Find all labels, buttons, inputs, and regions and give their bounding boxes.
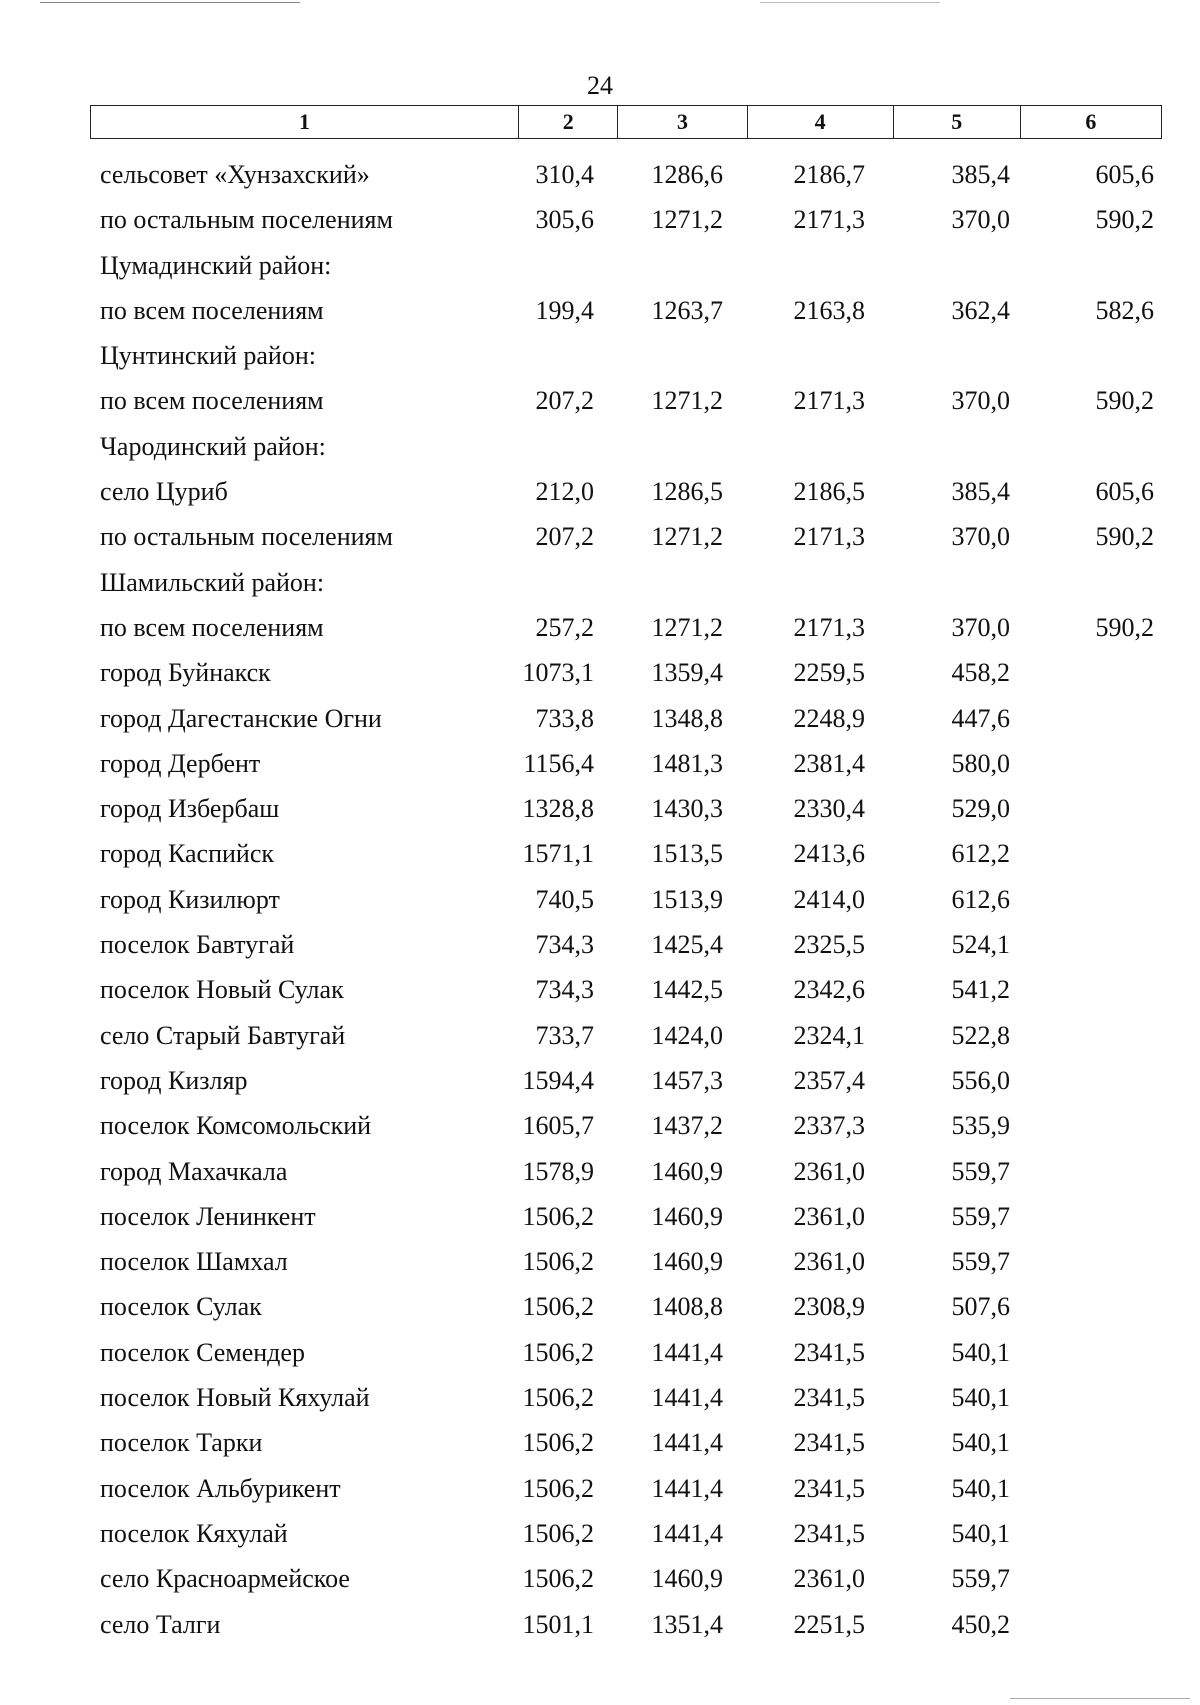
value-col-2: 310,4 (535, 160, 594, 189)
table-row (0, 378, 1200, 423)
value-col-3: 1442,5 (651, 975, 723, 1005)
value-col-3: 1481,3 (651, 748, 723, 778)
value-col-4: 2324,1 (793, 1020, 865, 1050)
table-row (0, 1239, 1200, 1284)
table-row (0, 424, 1200, 469)
value-col-3: 1271,2 (651, 612, 723, 642)
value-col-3: 1441,4 (651, 1337, 723, 1367)
value-col-4: 2171,3 (793, 612, 865, 642)
value-col-2: 733,8 (535, 703, 594, 733)
value-col-4: 2186,5 (793, 477, 865, 507)
table-row (0, 786, 1200, 831)
value-col-4: 2330,4 (793, 794, 865, 824)
value-col-4: 2361,0 (793, 1247, 865, 1277)
table-row (0, 469, 1200, 514)
column-header-row (91, 106, 1162, 139)
settlement-name: по остальным поселениям (100, 205, 393, 235)
value-col-4: 2259,5 (793, 658, 865, 688)
value-col-2: 1501,1 (522, 1609, 594, 1639)
settlement-name: город Дагестанские Огни (100, 703, 382, 733)
value-col-4: 2361,0 (793, 1156, 865, 1186)
settlement-name: по всем поселениям (100, 295, 324, 325)
value-col-5: 559,7 (951, 1156, 1010, 1186)
value-col-6: 605,6 (1095, 160, 1154, 189)
settlement-name: поселок Шамхал (100, 1247, 288, 1277)
column-header-5: 5 (893, 106, 1020, 139)
value-col-2: 257,2 (535, 612, 594, 642)
value-col-2: 199,4 (535, 295, 594, 325)
value-col-4: 2341,5 (793, 1518, 865, 1548)
value-col-5: 559,7 (951, 1564, 1010, 1594)
settlement-name: село Красноармейское (100, 1564, 350, 1594)
page-number: 24 (587, 71, 613, 100)
settlement-name: поселок Новый Кяхулай (100, 1383, 370, 1413)
value-col-5: 370,0 (951, 522, 1010, 552)
table-row (0, 1420, 1200, 1465)
value-col-2: 1506,2 (522, 1518, 594, 1548)
value-col-2: 1578,9 (522, 1156, 594, 1186)
value-col-5: 362,4 (951, 295, 1010, 325)
value-col-2: 1506,2 (522, 1473, 594, 1503)
value-col-2: 1328,8 (522, 794, 594, 824)
table-row (0, 1194, 1200, 1239)
value-col-4: 2357,4 (793, 1065, 865, 1095)
table-row (0, 560, 1200, 605)
settlement-name: Цунтинский район: (100, 341, 316, 371)
value-col-6: 605,6 (1095, 477, 1154, 507)
value-col-5: 540,1 (951, 1518, 1010, 1548)
column-header-2: 2 (519, 106, 618, 139)
value-col-6: 590,2 (1095, 205, 1154, 235)
settlement-name: город Кизилюрт (100, 884, 280, 914)
value-col-2: 1073,1 (522, 658, 594, 688)
table-row (0, 333, 1200, 378)
value-col-4: 2341,5 (793, 1337, 865, 1367)
value-col-2: 1506,2 (522, 1564, 594, 1594)
value-col-5: 540,1 (951, 1337, 1010, 1367)
value-col-3: 1348,8 (651, 703, 723, 733)
value-col-4: 2361,0 (793, 1564, 865, 1594)
value-col-3: 1441,4 (651, 1518, 723, 1548)
value-col-2: 734,3 (535, 975, 594, 1005)
table-row (0, 1375, 1200, 1420)
value-col-3: 1441,4 (651, 1473, 723, 1503)
settlement-name: село Старый Бавтугай (100, 1020, 346, 1050)
value-col-3: 1441,4 (651, 1383, 723, 1413)
value-col-2: 212,0 (535, 477, 594, 507)
value-col-5: 450,2 (951, 1609, 1010, 1639)
value-col-3: 1271,2 (651, 522, 723, 552)
settlement-name: село Цуриб (100, 477, 228, 507)
value-col-5: 612,6 (951, 884, 1010, 914)
settlement-name: Шамильский район: (100, 567, 325, 597)
value-col-5: 458,2 (951, 658, 1010, 688)
value-col-4: 2381,4 (793, 748, 865, 778)
value-col-4: 2341,5 (793, 1473, 865, 1503)
table-row (0, 197, 1200, 242)
value-col-2: 1506,2 (522, 1428, 594, 1458)
settlement-name: поселок Новый Сулак (100, 975, 344, 1005)
value-col-4: 2325,5 (793, 930, 865, 960)
table-body (0, 152, 1200, 1647)
settlement-name: по остальным поселениям (100, 522, 393, 552)
settlement-name: город Буйнакск (100, 658, 271, 688)
value-col-4: 2414,0 (793, 884, 865, 914)
value-col-4: 2171,3 (793, 522, 865, 552)
table-row (0, 1602, 1200, 1647)
value-col-2: 305,6 (535, 205, 594, 235)
value-col-5: 507,6 (951, 1292, 1010, 1322)
value-col-6: 590,2 (1095, 612, 1154, 642)
table-row (0, 831, 1200, 876)
table-row (0, 1013, 1200, 1058)
settlement-name: поселок Комсомольский (100, 1111, 372, 1141)
value-col-3: 1437,2 (651, 1111, 723, 1141)
value-col-3: 1460,9 (651, 1201, 723, 1231)
column-header-3: 3 (618, 106, 747, 139)
table-row (0, 1284, 1200, 1329)
value-col-4: 2163,8 (793, 295, 865, 325)
value-col-2: 733,7 (535, 1020, 594, 1050)
settlement-name: село Талги (100, 1609, 221, 1639)
value-col-5: 540,1 (951, 1383, 1010, 1413)
value-col-3: 1271,2 (651, 205, 723, 235)
table-row (0, 877, 1200, 922)
table-row (0, 514, 1200, 559)
table-row (0, 741, 1200, 786)
settlement-name: по всем поселениям (100, 386, 324, 416)
value-col-2: 1506,2 (522, 1247, 594, 1277)
value-col-4: 2251,5 (793, 1609, 865, 1639)
value-col-3: 1460,9 (651, 1247, 723, 1277)
value-col-4: 2171,3 (793, 205, 865, 235)
column-header-4: 4 (747, 106, 893, 139)
settlement-name: Цумадинский район: (100, 250, 332, 280)
table-row (0, 650, 1200, 695)
table-row (0, 1511, 1200, 1556)
value-col-5: 447,6 (951, 703, 1010, 733)
settlement-name: город Избербаш (100, 794, 280, 824)
settlement-name: по всем поселениям (100, 612, 324, 642)
value-col-2: 1506,2 (522, 1201, 594, 1231)
scan-edge-line-bottom (1010, 1698, 1190, 1699)
value-col-3: 1425,4 (651, 930, 723, 960)
settlement-name: поселок Кяхулай (100, 1518, 288, 1548)
settlement-name: поселок Бавтугай (100, 930, 295, 960)
value-col-2: 734,3 (535, 930, 594, 960)
value-col-5: 522,8 (951, 1020, 1010, 1050)
value-col-3: 1513,5 (651, 839, 723, 869)
value-col-4: 2337,3 (793, 1111, 865, 1141)
table-row (0, 152, 1200, 197)
value-col-3: 1441,4 (651, 1428, 723, 1458)
settlement-name: город Дербент (100, 748, 261, 778)
value-col-5: 370,0 (951, 205, 1010, 235)
table-row (0, 696, 1200, 741)
value-col-4: 2342,6 (793, 975, 865, 1005)
value-col-6: 590,2 (1095, 386, 1154, 416)
value-col-4: 2361,0 (793, 1201, 865, 1231)
value-col-4: 2341,5 (793, 1428, 865, 1458)
value-col-5: 385,4 (951, 477, 1010, 507)
scan-edge-line-top-right (760, 2, 940, 3)
value-col-5: 370,0 (951, 386, 1010, 416)
value-col-2: 1156,4 (523, 748, 594, 778)
value-col-5: 370,0 (951, 612, 1010, 642)
value-col-2: 1605,7 (522, 1111, 594, 1141)
table-row (0, 288, 1200, 333)
value-col-5: 535,9 (951, 1111, 1010, 1141)
column-header-1: 1 (91, 106, 519, 139)
value-col-3: 1457,3 (651, 1065, 723, 1095)
value-col-4: 2308,9 (793, 1292, 865, 1322)
value-col-3: 1424,0 (651, 1020, 723, 1050)
value-col-5: 524,1 (951, 930, 1010, 960)
value-col-2: 1506,2 (522, 1383, 594, 1413)
table-row (0, 605, 1200, 650)
value-col-4: 2248,9 (793, 703, 865, 733)
value-col-2: 740,5 (535, 884, 594, 914)
value-col-5: 529,0 (951, 794, 1010, 824)
value-col-3: 1271,2 (651, 386, 723, 416)
table-row (0, 1466, 1200, 1511)
value-col-6: 582,6 (1095, 295, 1154, 325)
value-col-2: 207,2 (535, 522, 594, 552)
table-row (0, 243, 1200, 288)
value-col-4: 2413,6 (793, 839, 865, 869)
settlement-name: сельсовет «Хунзахский» (100, 160, 370, 189)
settlement-name: поселок Альбурикент (100, 1473, 341, 1503)
table-row (0, 1058, 1200, 1103)
value-col-3: 1263,7 (651, 295, 723, 325)
table-row (0, 1330, 1200, 1375)
value-col-3: 1286,6 (651, 160, 723, 189)
value-col-2: 1506,2 (522, 1292, 594, 1322)
column-header-6: 6 (1020, 106, 1161, 139)
value-col-3: 1408,8 (651, 1292, 723, 1322)
value-col-5: 540,1 (951, 1428, 1010, 1458)
value-col-2: 1594,4 (522, 1065, 594, 1095)
value-col-5: 385,4 (951, 160, 1010, 189)
scan-edge-line-top (40, 2, 300, 3)
value-col-5: 559,7 (951, 1201, 1010, 1231)
settlement-name: поселок Семендер (100, 1337, 305, 1367)
value-col-5: 540,1 (951, 1473, 1010, 1503)
table-row (0, 922, 1200, 967)
table-row (0, 967, 1200, 1012)
value-col-2: 1506,2 (522, 1337, 594, 1367)
value-col-4: 2341,5 (793, 1383, 865, 1413)
value-col-5: 612,2 (951, 839, 1010, 869)
settlement-name: поселок Ленинкент (100, 1201, 316, 1231)
value-col-4: 2171,3 (793, 386, 865, 416)
value-col-6: 590,2 (1095, 522, 1154, 552)
value-col-3: 1460,9 (651, 1564, 723, 1594)
settlement-name: город Каспийск (100, 839, 274, 869)
settlement-name: поселок Тарки (100, 1428, 263, 1458)
value-col-5: 556,0 (951, 1065, 1010, 1095)
value-col-3: 1460,9 (651, 1156, 723, 1186)
value-col-2: 1571,1 (522, 839, 594, 869)
value-col-5: 580,0 (951, 748, 1010, 778)
value-col-3: 1359,4 (651, 658, 723, 688)
value-col-3: 1286,5 (651, 477, 723, 507)
column-header-table (90, 105, 1162, 139)
value-col-5: 541,2 (951, 975, 1010, 1005)
settlement-name: город Кизляр (100, 1065, 248, 1095)
value-col-4: 2186,7 (793, 160, 865, 189)
value-col-5: 559,7 (951, 1247, 1010, 1277)
value-col-3: 1513,9 (651, 884, 723, 914)
table-row (0, 1103, 1200, 1148)
value-col-2: 207,2 (535, 386, 594, 416)
value-col-3: 1351,4 (651, 1609, 723, 1639)
value-col-3: 1430,3 (651, 794, 723, 824)
table-row (0, 1149, 1200, 1194)
settlement-name: Чародинский район: (100, 431, 326, 461)
settlement-name: город Махачкала (100, 1156, 288, 1186)
settlement-name: поселок Сулак (100, 1292, 262, 1322)
table-row (0, 1556, 1200, 1601)
